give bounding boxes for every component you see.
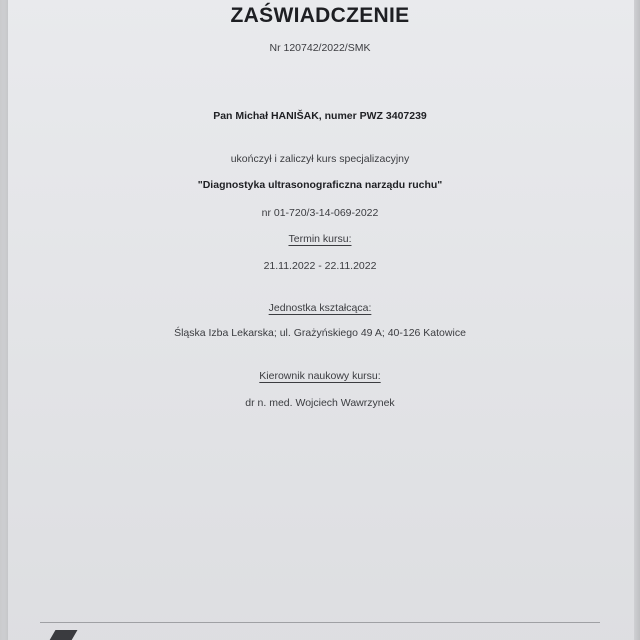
footer-divider bbox=[40, 622, 600, 623]
term-label: Termin kursu: bbox=[288, 233, 352, 245]
supervisor-value: dr n. med. Wojciech Wawrzynek bbox=[245, 397, 395, 409]
document-number: Nr 120742/2022/SMK bbox=[269, 42, 371, 54]
term-value: 21.11.2022 - 22.11.2022 bbox=[263, 260, 377, 272]
course-name: "Diagnostyka ultrasonograficzna narządu ruchu" bbox=[197, 179, 443, 191]
recipient-line: Pan Michał HANIŠAK, numer PWZ 3407239 bbox=[213, 110, 427, 122]
unit-value: Śląska Izba Lekarska; ul. Grażyńskiego 49 A; 40-126 Katowice bbox=[174, 327, 466, 339]
unit-label: Jednostka kształcąca: bbox=[268, 302, 372, 314]
course-number: nr 01-720/3-14-069-2022 bbox=[261, 207, 379, 219]
document-title: ZAŚWIADCZENIE bbox=[230, 4, 410, 27]
supervisor-label: Kierownik naukowy kursu: bbox=[259, 370, 381, 382]
completion-statement: ukończył i zaliczył kurs specjalizacyjny bbox=[230, 153, 410, 165]
